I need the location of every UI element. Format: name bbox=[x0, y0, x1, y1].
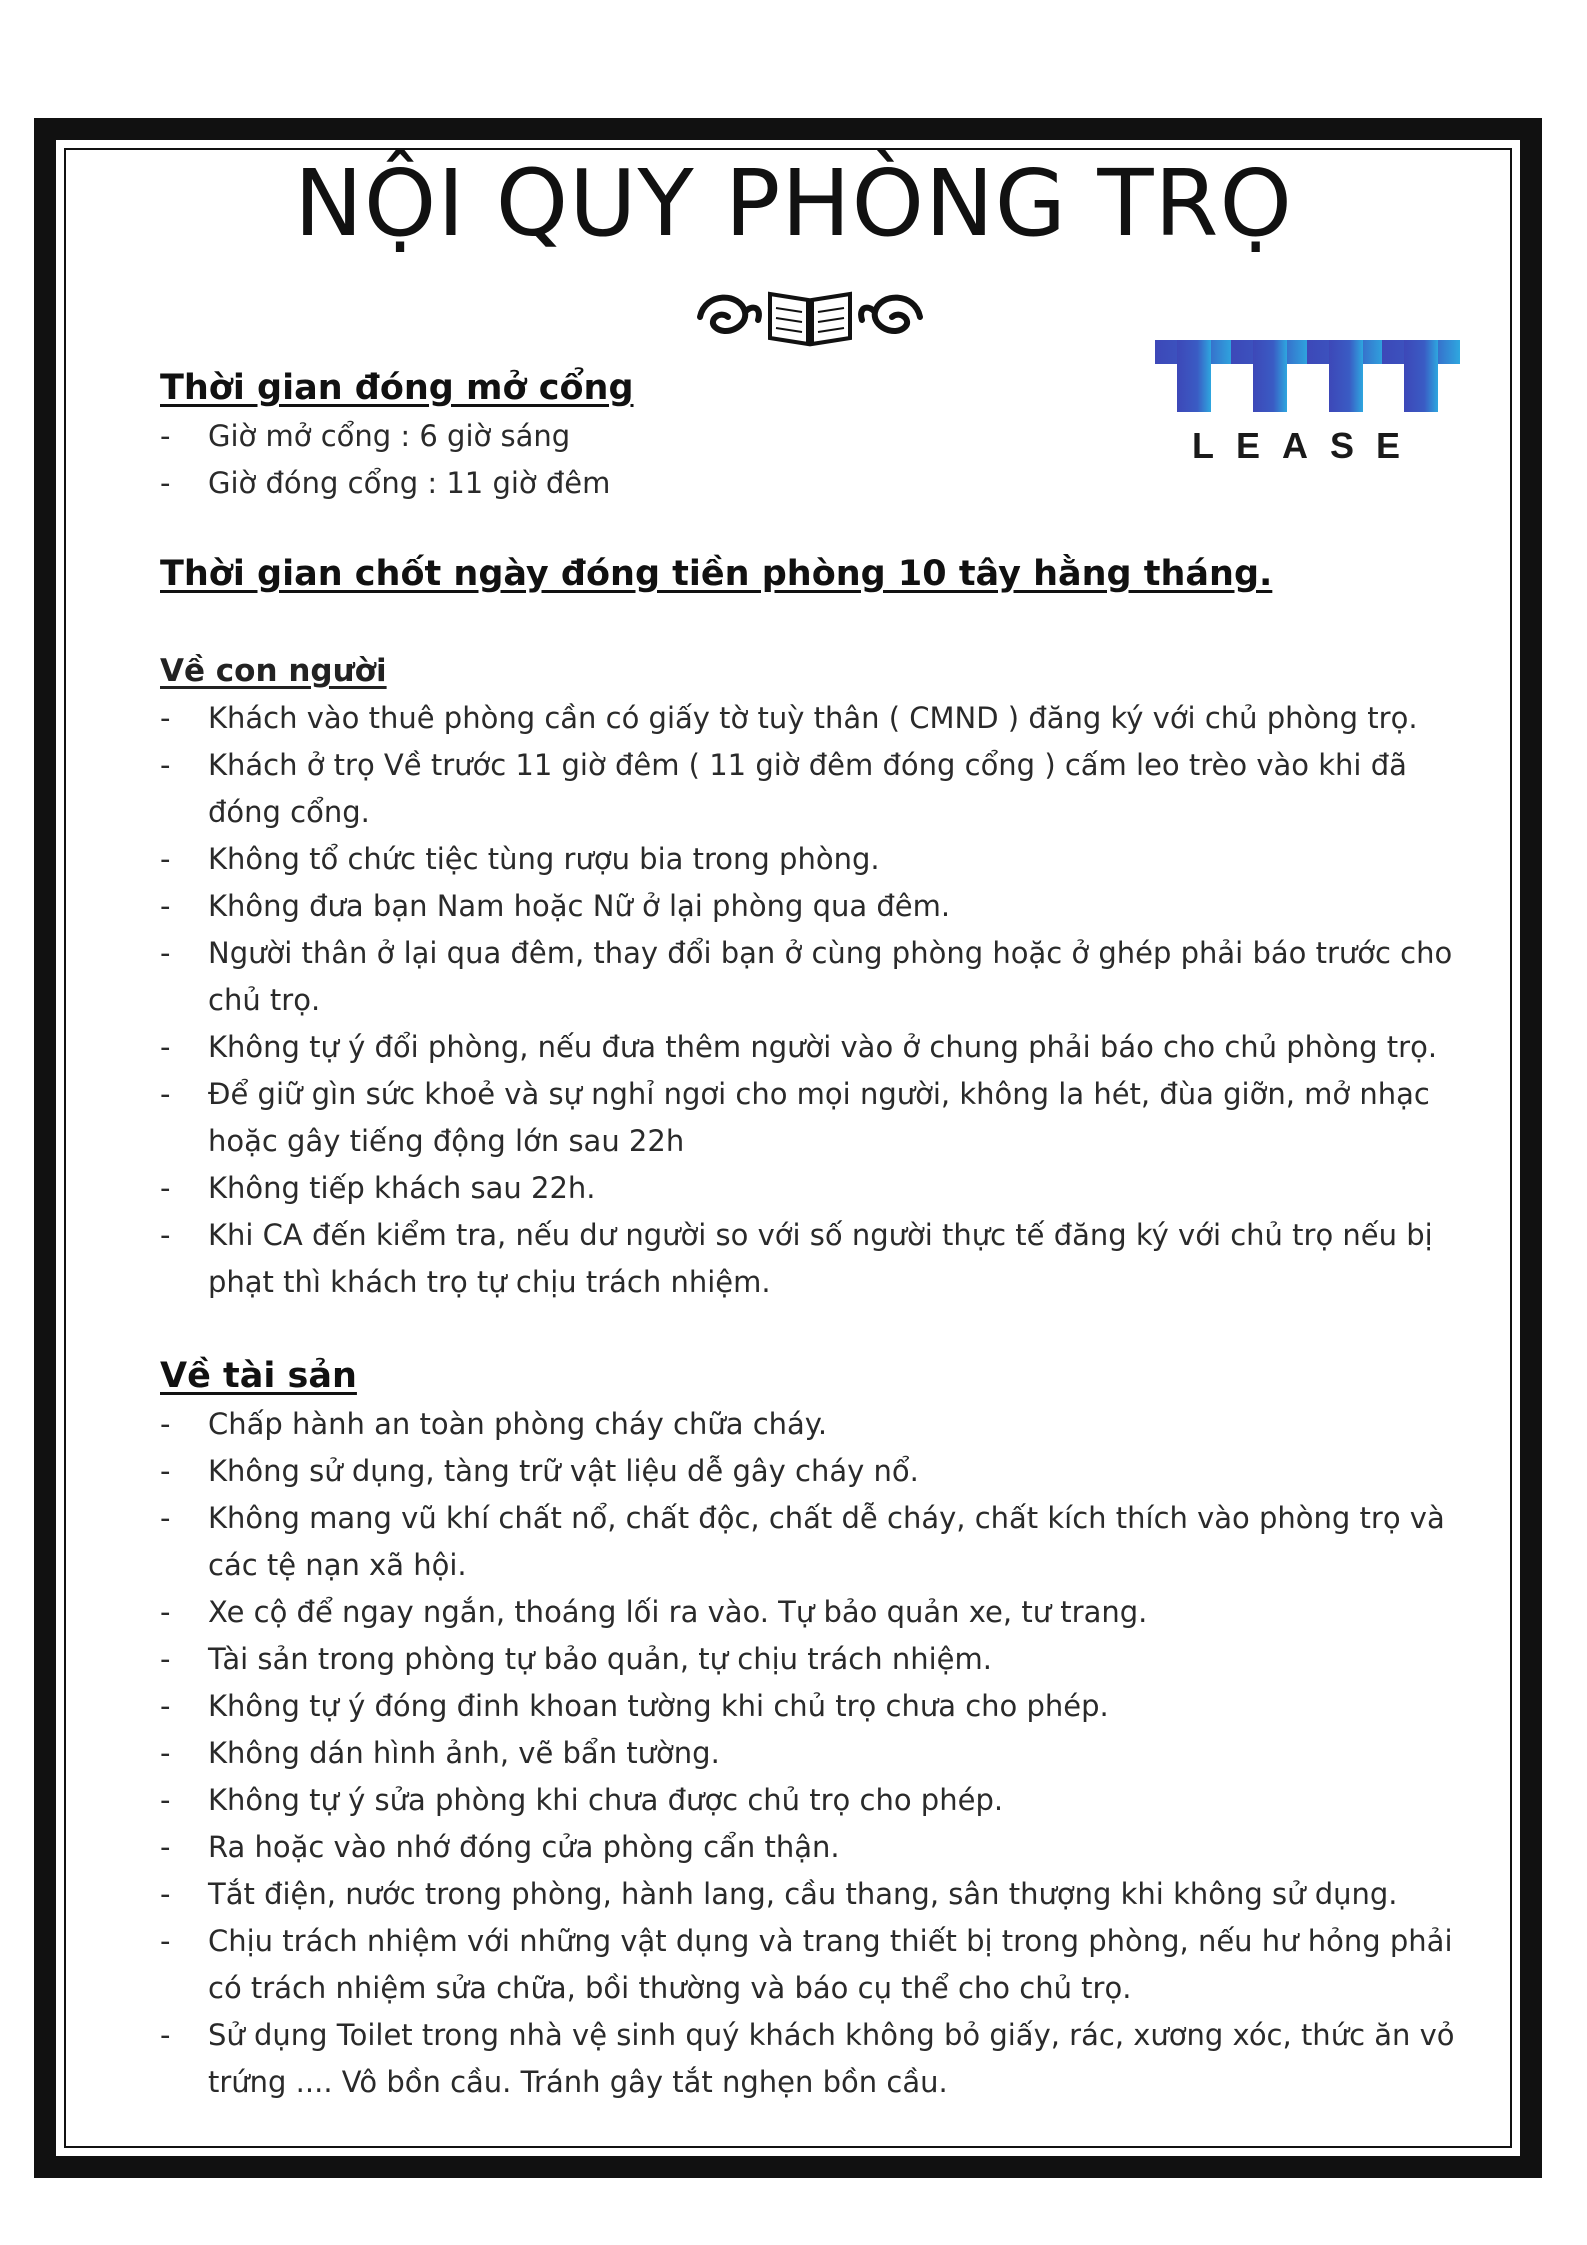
property-list bbox=[160, 1401, 1460, 2106]
list-item: - Chịu trách nhiệm với những vật dụng và trang thiết bị trong phòng, nếu hư hỏng phải có trách nhiệm sửa chữa, bồi thường và báo cụ thể cho chủ trọ. bbox=[160, 1918, 1460, 2012]
list-item: - Không dán hình ảnh, vẽ bẩn tường. bbox=[160, 1730, 1460, 1777]
svg-text:LEASE: LEASE bbox=[1191, 425, 1423, 465]
people-heading: Về con người bbox=[160, 653, 387, 689]
book-ornament-icon bbox=[690, 282, 930, 352]
list-item: - Tài sản trong phòng tự bảo quản, tự chịu trách nhiệm. bbox=[160, 1636, 1460, 1683]
people-section bbox=[160, 647, 1460, 1306]
list-item: - Không đưa bạn Nam hoặc Nữ ở lại phòng qua đêm. bbox=[160, 883, 1460, 930]
list-item: - Xe cộ để ngay ngắn, thoáng lối ra vào. Tự bảo quản xe, tư trang. bbox=[160, 1589, 1460, 1636]
list-item: - Chấp hành an toàn phòng cháy chữa cháy. bbox=[160, 1401, 1460, 1448]
list-item: - Không sử dụng, tàng trữ vật liệu dễ gây cháy nổ. bbox=[160, 1448, 1460, 1495]
list-item: - Khách vào thuê phòng cần có giấy tờ tuỳ thân ( CMND ) đăng ký với chủ phòng trọ. bbox=[160, 695, 1460, 742]
list-item: - Khách ở trọ Về trước 11 giờ đêm ( 11 giờ đêm đóng cổng ) cấm leo trèo vào khi đã đóng cổng. bbox=[160, 742, 1460, 836]
property-section bbox=[160, 1351, 1460, 2106]
gate-hours-heading: Thời gian đóng mở cổng bbox=[160, 368, 634, 408]
list-item: - Giờ mở cổng : 6 giờ sáng bbox=[160, 413, 1460, 460]
list-item: - Khi CA đến kiểm tra, nếu dư người so với số người thực tế đăng ký với chủ trọ nếu bị phạt thì khách trọ tự chịu trách nhiệm. bbox=[160, 1212, 1460, 1306]
list-item: - Không mang vũ khí chất nổ, chất độc, chất dễ cháy, chất kích thích vào phòng trọ và các tệ nạn xã hội. bbox=[160, 1495, 1460, 1589]
people-list bbox=[160, 695, 1460, 1306]
list-item: - Không tổ chức tiệc tùng rượu bia trong phòng. bbox=[160, 836, 1460, 883]
gate-hours-section bbox=[160, 363, 1460, 507]
list-item: - Không tự ý sửa phòng khi chưa được chủ trọ cho phép. bbox=[160, 1777, 1460, 1824]
rules-content bbox=[160, 363, 1460, 2106]
payment-notice: Thời gian chốt ngày đóng tiền phòng 10 tây hằng tháng. bbox=[160, 554, 1273, 594]
list-item: - Không tự ý đóng đinh khoan tường khi chủ trọ chưa cho phép. bbox=[160, 1683, 1460, 1730]
list-item: - Người thân ở lại qua đêm, thay đổi bạn ở cùng phòng hoặc ở ghép phải báo trước cho chủ trọ. bbox=[160, 930, 1460, 1024]
list-item: - Tắt điện, nước trong phòng, hành lang, cầu thang, sân thượng khi không sử dụng. bbox=[160, 1871, 1460, 1918]
property-heading: Về tài sản bbox=[160, 1356, 357, 1396]
list-item: - Ra hoặc vào nhớ đóng cửa phòng cẩn thận. bbox=[160, 1824, 1460, 1871]
list-item: - Không tự ý đổi phòng, nếu đưa thêm người vào ở chung phải báo cho chủ phòng trọ. bbox=[160, 1024, 1460, 1071]
page-title: NỘI QUY PHÒNG TRỌ bbox=[294, 150, 1293, 257]
book-icon bbox=[770, 294, 850, 344]
list-item: - Không tiếp khách sau 22h. bbox=[160, 1165, 1460, 1212]
list-item: - Để giữ gìn sức khoẻ và sự nghỉ ngơi cho mọi người, không la hét, đùa giỡn, mở nhạc hoặc gây tiếng động lớn sau 22h bbox=[160, 1071, 1460, 1165]
list-item: - Sử dụng Toilet trong nhà vệ sinh quý khách không bỏ giấy, rác, xương xóc, thức ăn vỏ trứng .... Vô bồn cầu. Tránh gây tắt nghẹn bồn cầu. bbox=[160, 2012, 1460, 2106]
gate-hours-list bbox=[160, 413, 1460, 507]
list-item: - Giờ đóng cổng : 11 giờ đêm bbox=[160, 460, 1460, 507]
